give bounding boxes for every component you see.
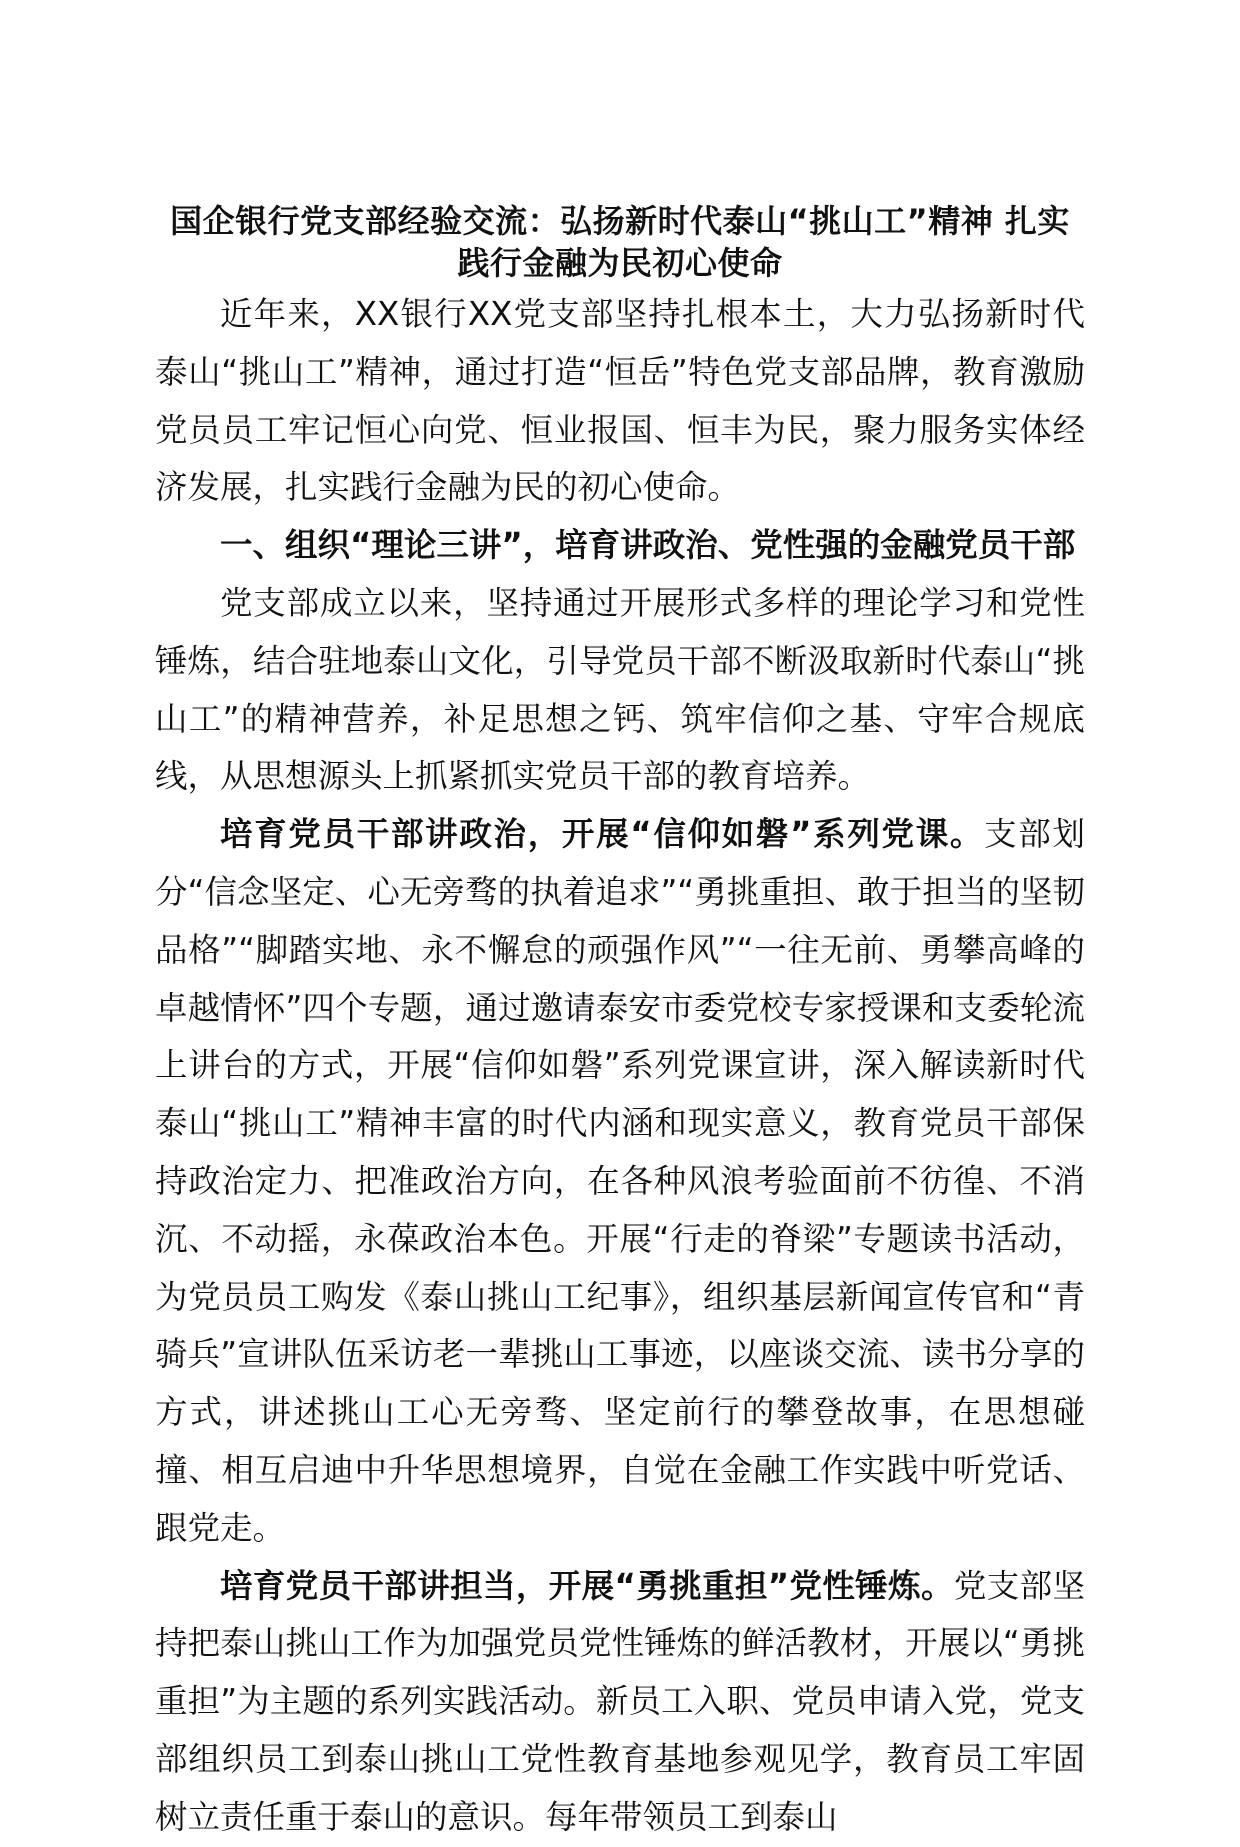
paragraph-lead: 培育党员干部讲担当，开展“勇挑重担”党性锤炼。 xyxy=(220,1566,954,1605)
paragraph-intro xyxy=(155,286,1085,517)
document-body xyxy=(155,200,1085,1847)
paragraph-section-1-intro xyxy=(155,575,1085,806)
section-heading-1 xyxy=(155,517,1085,575)
paragraph-text: 支部划分“信念坚定、心无旁骛的执着追求”“勇挑重担、敢于担当的坚韧品格”“脚踏实地、永不懈怠的顽强作风”“一往无前、勇攀高峰的卓越情怀”四个专题，通过邀请泰安市委党校专家授课和支委轮流上讲台的方式，开展“信仰如磐”系列党课宣讲，深入解读新时代泰山“挑山工”精神丰富的时代内涵和现实意义，教育党员干部保持政治定力、把准政治方向，在各种风浪考验面前不彷徨、不消沉、不动摇，永葆政治本色。开展“行走的脊梁”专题读书活动，为党员员工购发《泰山挑山工纪事》，组织基层新闻宣传官和“青骑兵”宣讲队伍采访老一辈挑山工事迹，以座谈交流、读书分享的方式，讲述挑山工心无旁骛、坚定前行的攀登故事，在思想碰撞、相互启迪中升华思想境界，自觉在金融工作实践中听党话、跟党走。 xyxy=(155,815,1085,1547)
paragraph-responsibility xyxy=(155,1558,1085,1847)
paragraph-lead: 培育党员干部讲政治，开展“信仰如磐”系列党课。 xyxy=(220,815,985,854)
document-title: 国企银行党支部经验交流：弘扬新时代泰山“挑山工”精神 扎实践行金融为民初心使命 xyxy=(170,202,1070,282)
paragraph-politics xyxy=(155,806,1085,1557)
paragraph-text: 近年来，XX银行XX党支部坚持扎根本土，大力弘扬新时代泰山“挑山工”精神，通过打造“恒岳”特色党支部品牌，教育激励党员员工牢记恒心向党、恒业报国、恒丰为民，聚力服务实体经济发展，扎实践行金融为民的初心使命。 xyxy=(155,295,1085,507)
paragraph-text: 党支部坚持把泰山挑山工作为加强党员党性锤炼的鲜活教材，开展以“勇挑重担”为主题的系列实践活动。新员工入职、党员申请入党，党支部组织员工到泰山挑山工党性教育基地参观见学，教育员工牢固树立责任重于泰山的意识。每年带领员工到泰山 xyxy=(155,1566,1085,1836)
paragraph-text: 党支部成立以来，坚持通过开展形式多样的理论学习和党性锤炼，结合驻地泰山文化，引导党员干部不断汲取新时代泰山“挑山工”的精神营养，补足思想之钙、筑牢信仰之基、守牢合规底线，从思想源头上抓紧抓实党员干部的教育培养。 xyxy=(155,583,1085,796)
section-heading-text: 一、组织“理论三讲”，培育讲政治、党性强的金融党员干部 xyxy=(220,526,1076,565)
